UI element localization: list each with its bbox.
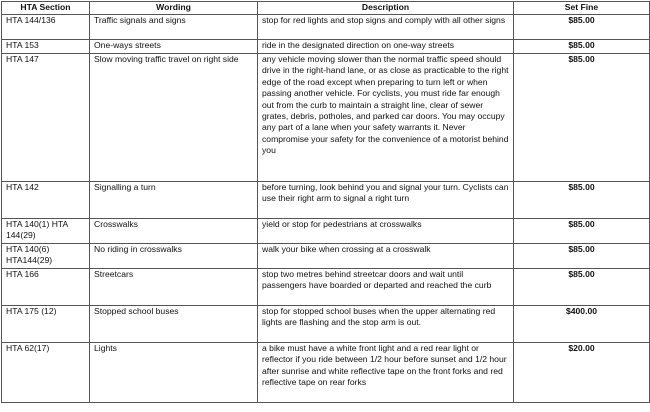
table-row	[2, 15, 650, 40]
cell-set-fine: $85.00	[514, 182, 650, 219]
cell-wording: Lights	[90, 343, 258, 403]
cell-set-fine: $85.00	[514, 244, 650, 269]
cell-set-fine: $85.00	[514, 269, 650, 306]
cell-hta-section: HTA 175 (12)	[2, 306, 90, 343]
cell-set-fine: $85.00	[514, 15, 650, 40]
header-row	[2, 2, 650, 15]
cell-hta-section: HTA 140(1) HTA 144(29)	[2, 219, 90, 244]
header-set-fine: Set Fine	[514, 2, 650, 15]
cell-hta-section: HTA 153	[2, 40, 90, 54]
header-hta-section: HTA Section	[2, 2, 90, 15]
table-row	[2, 343, 650, 403]
table-row	[2, 40, 650, 54]
cell-description: stop for red lights and stop signs and comply with all other signs	[258, 15, 514, 40]
cell-description: walk your bike when crossing at a crosswalk	[258, 244, 514, 269]
table-row	[2, 219, 650, 244]
cell-description: stop for stopped school buses when the upper alternating red lights are flashing and the stop arm is out.	[258, 306, 514, 343]
cell-description: stop two metres behind streetcar doors and wait until passengers have boarded or departed and reached the curb	[258, 269, 514, 306]
header-description: Description	[258, 2, 514, 15]
cell-hta-section: HTA 140(6) HTA144(29)	[2, 244, 90, 269]
cell-hta-section: HTA 147	[2, 54, 90, 182]
table-row	[2, 54, 650, 182]
cell-description: ride in the designated direction on one-way streets	[258, 40, 514, 54]
table-row	[2, 182, 650, 219]
cell-description: a bike must have a white front light and a red rear light or reflector if you ride between 1/2 hour before sunset and 1/2 hour after sunrise and white reflective tape on the front forks and red reflective tape on rear forks	[258, 343, 514, 403]
cell-hta-section: HTA 62(17)	[2, 343, 90, 403]
cell-set-fine: $85.00	[514, 219, 650, 244]
cell-wording: Stopped school buses	[90, 306, 258, 343]
cell-wording: Signalling a turn	[90, 182, 258, 219]
table-row	[2, 244, 650, 269]
cell-set-fine: $85.00	[514, 40, 650, 54]
cell-description: any vehicle moving slower than the normal traffic speed should drive in the right-hand lane, or as close as practicable to the right edge of the road except when preparing to turn left or when passing another vehicle. For cyclists, you must ride far enough out from the curb to maintain a straight line, clear of sewer grates, debris, potholes, and parked car doors. You may occupy any part of a lane when your safety warrants it. Never compromise your safety for the convenience of a motorist behind you	[258, 54, 514, 182]
cell-wording: Traffic signals and signs	[90, 15, 258, 40]
cell-hta-section: HTA 166	[2, 269, 90, 306]
cell-description: before turning, look behind you and signal your turn. Cyclists can use their right arm to signal a right turn	[258, 182, 514, 219]
table-row	[2, 306, 650, 343]
cell-wording: Slow moving traffic travel on right side	[90, 54, 258, 182]
table-body	[2, 15, 650, 403]
cell-hta-section: HTA 142	[2, 182, 90, 219]
cell-wording: One-ways streets	[90, 40, 258, 54]
cell-wording: No riding in crosswalks	[90, 244, 258, 269]
fines-table	[1, 1, 650, 403]
cell-wording: Streetcars	[90, 269, 258, 306]
header-wording: Wording	[90, 2, 258, 15]
table-header	[2, 2, 650, 15]
cell-wording: Crosswalks	[90, 219, 258, 244]
table-row	[2, 269, 650, 306]
cell-set-fine: $85.00	[514, 54, 650, 182]
cell-set-fine: $20.00	[514, 343, 650, 403]
cell-set-fine: $400.00	[514, 306, 650, 343]
cell-hta-section: HTA 144/136	[2, 15, 90, 40]
cell-description: yield or stop for pedestrians at crosswalks	[258, 219, 514, 244]
